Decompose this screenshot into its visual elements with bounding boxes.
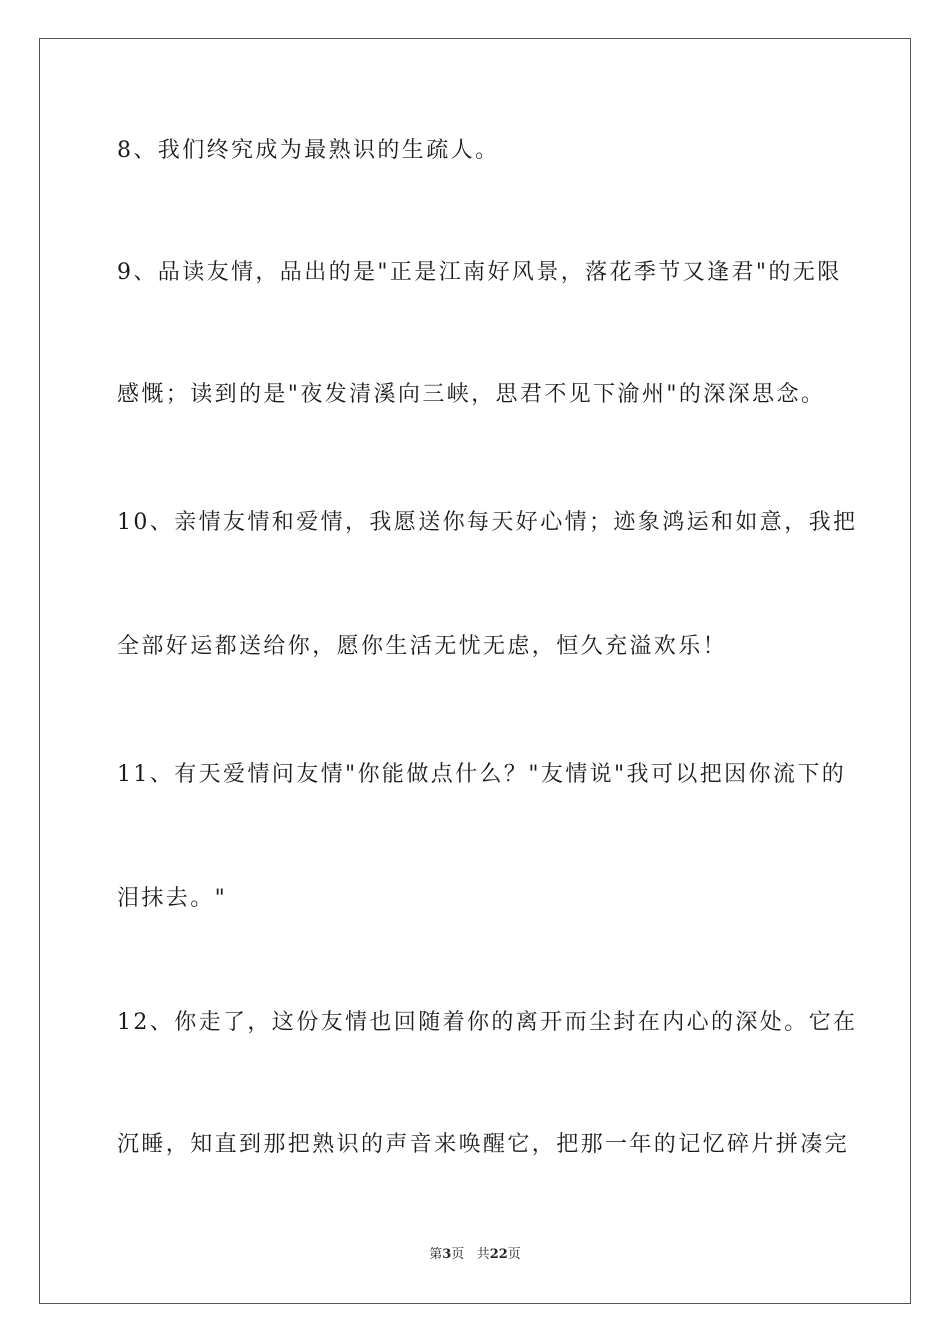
- paragraph-line-6: 11、有天爱情问友情"你能做点什么？"友情说"我可以把因你流下的: [117, 762, 847, 787]
- paragraph-line-5: 全部好运都送给你，愿你生活无忧无虑，恒久充溢欢乐！: [117, 634, 728, 659]
- paragraph-line-8: 12、你走了，这份友情也回随着你的离开而尘封在内心的深处。它在: [117, 1010, 858, 1035]
- total-suffix: 页: [507, 1247, 521, 1262]
- paragraph-line-3: 感慨；读到的是"夜发清溪向三峡，思君不见下渝州"的深深思念。: [117, 382, 826, 407]
- paragraph-line-2: 9、品读友情，品出的是"正是江南好风景，落花季节又逢君"的无限: [117, 260, 842, 285]
- total-prefix: 共: [476, 1247, 490, 1262]
- paragraph-line-9: 沉睡，知直到那把熟识的声音来唤醒它，把那一年的记忆碎片拼凑完: [117, 1132, 850, 1157]
- paragraph-line-1: 8、我们终究成为最熟识的生疏人。: [117, 138, 500, 163]
- paragraph-line-7: 泪抹去。": [117, 886, 228, 911]
- page-border: [39, 38, 911, 1304]
- page-footer: [0, 1246, 950, 1264]
- paragraph-line-4: 10、亲情友情和爱情，我愿送你每天好心情；迹象鸿运和如意，我把: [117, 510, 858, 535]
- page-suffix: 页: [451, 1247, 465, 1262]
- page-prefix: 第: [429, 1247, 443, 1262]
- page-number: 3: [442, 1247, 452, 1262]
- total-pages: 22: [489, 1247, 508, 1262]
